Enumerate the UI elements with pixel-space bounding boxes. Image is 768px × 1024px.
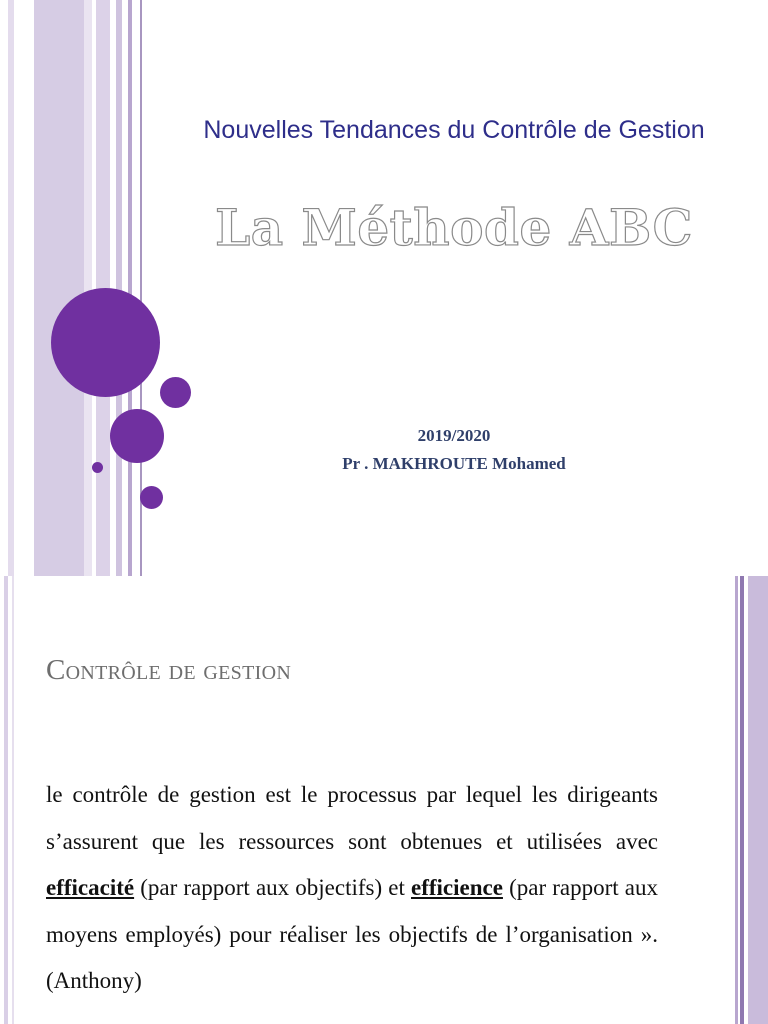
author-name: Pr . MAKHROUTE Mohamed bbox=[342, 454, 566, 473]
slide-subtitle: La Méthode ABC bbox=[215, 198, 693, 257]
academic-year: 2019/2020 bbox=[417, 426, 491, 445]
body-text-part2: (par rapport aux objectifs) et bbox=[134, 875, 412, 900]
slide-heading: Contrôle de gestion bbox=[46, 654, 292, 686]
small-circle-decoration bbox=[160, 377, 191, 408]
definition-paragraph bbox=[46, 772, 658, 1005]
keyword-efficacite: efficacité bbox=[46, 875, 135, 900]
small-circle-decoration-bottom bbox=[140, 486, 163, 509]
content-slide bbox=[0, 576, 768, 1024]
medium-circle-decoration bbox=[110, 409, 164, 463]
decorative-stripes bbox=[0, 0, 150, 576]
body-text-part3: (par rapport aux moyens employés) pour réaliser les objectifs de l’organisation ». (Anthony) bbox=[46, 875, 659, 993]
slide-title: Nouvelles Tendances du Contrôle de Gestion bbox=[203, 116, 705, 144]
tiny-circle-decoration bbox=[92, 462, 103, 473]
large-circle-decoration bbox=[51, 288, 160, 397]
body-text-part1: le contrôle de gestion est le processus par lequel les dirigeants s’assurent que les ressources sont obtenues et utilisées avec bbox=[46, 782, 658, 854]
keyword-efficience: efficience bbox=[411, 875, 503, 900]
